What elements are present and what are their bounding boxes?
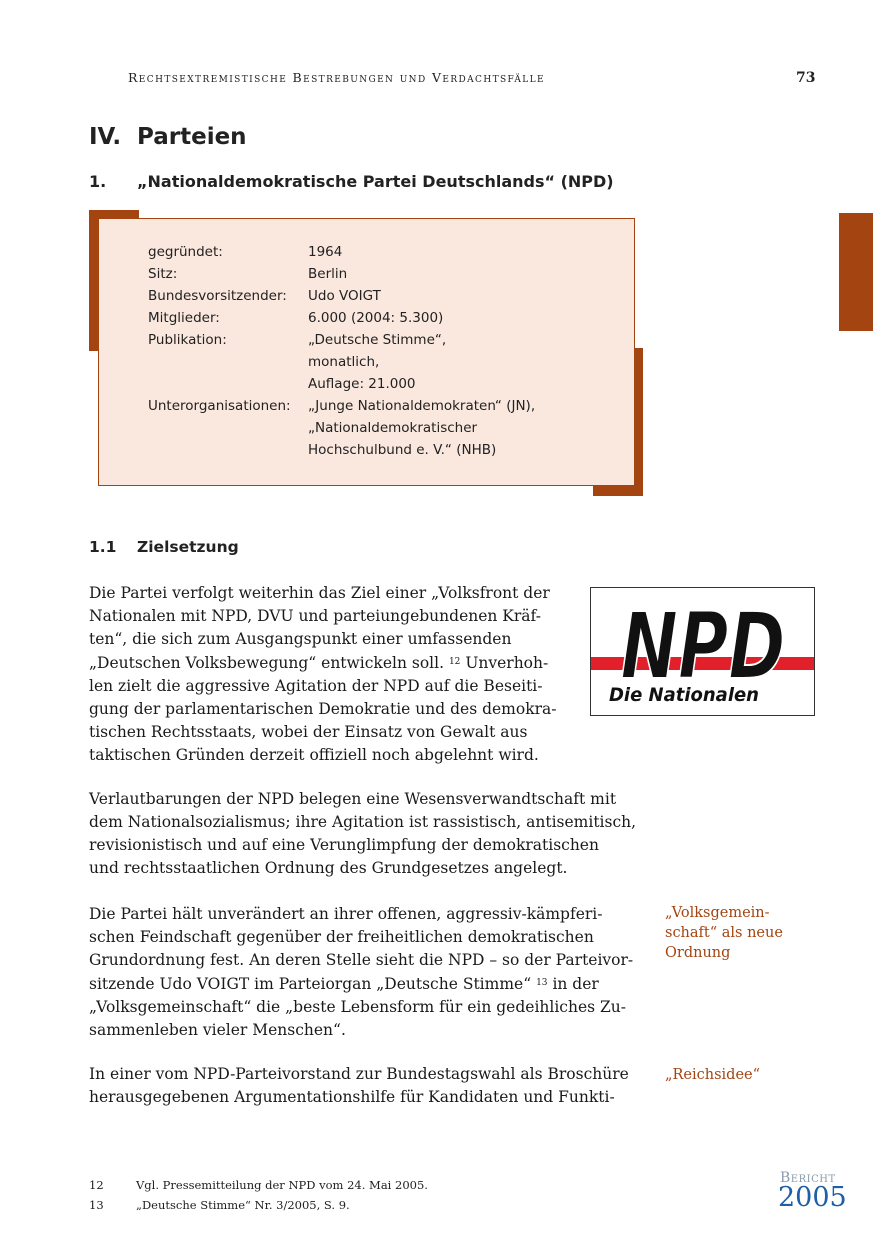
- text-fragment: „Deutschen Volksbewegung“ entwickeln soll.: [89, 654, 444, 672]
- section-number: 1.: [89, 172, 107, 191]
- footnote-number: 12: [89, 1178, 104, 1192]
- footnote-text: Vgl. Pressemitteilung der NPD vom 24. Mai 2005.: [136, 1178, 428, 1192]
- fact-value: „Junge Nationaldemokraten“ (JN),: [308, 398, 536, 414]
- section-title: „Nationaldemokratische Partei Deutschlands“ (NPD): [137, 172, 614, 191]
- fact-value: 6.000 (2004: 5.300): [308, 310, 444, 326]
- text-line: [89, 651, 556, 675]
- fact-row-suborganizations: [148, 395, 535, 461]
- fact-value: Hochschulbund e. V.“ (NHB): [308, 442, 497, 458]
- text-line: schen Feindschaft gegenüber der freiheitlichen demokratischen: [89, 928, 594, 946]
- party-fact-box: [98, 218, 635, 486]
- paragraph-2: [89, 788, 636, 880]
- logo-main-text: NPD: [620, 593, 786, 700]
- text-line: len zielt die aggressive Agitation der NPD auf die Beseiti-: [89, 677, 543, 695]
- chapter-title: Parteien: [137, 124, 247, 150]
- fact-row-seat: [148, 263, 535, 285]
- fact-label: Sitz:: [148, 266, 178, 282]
- fact-value: Auflage: 21.000: [308, 376, 416, 392]
- fact-value: Udo VOIGT: [308, 288, 381, 304]
- footnote-13: [89, 1195, 428, 1215]
- npd-logo-graphic: [591, 588, 814, 715]
- footnotes: [89, 1175, 428, 1215]
- fact-label: Unterorganisationen:: [148, 398, 291, 414]
- margin-note-volksgemeinschaft: [665, 903, 783, 963]
- paragraph-4: [89, 1063, 629, 1109]
- text-line: gung der parlamentarischen Demokratie und des demokra-: [89, 700, 557, 718]
- text-line: Grundordnung fest. An deren Stelle sieht die NPD – so der Parteivor-: [89, 951, 634, 969]
- text-line: taktischen Gründen derzeit offiziell noch abgelehnt wird.: [89, 746, 539, 764]
- fact-table: [148, 241, 535, 461]
- fact-value: „Deutsche Stimme“,: [308, 332, 447, 348]
- fact-value: 1964: [308, 244, 343, 260]
- footnote-ref-12[interactable]: 12: [448, 657, 461, 667]
- text-line: tischen Rechtsstaats, wobei der Einsatz von Gewalt aus: [89, 723, 528, 741]
- text-line: revisionistisch und auf eine Verunglimpfung der demokratischen: [89, 836, 599, 854]
- text-line: dem Nationalsozialismus; ihre Agitation ist rassistisch, antisemitisch,: [89, 813, 637, 831]
- text-line: Die Partei hält unverändert an ihrer offenen, aggressiv-kämpferi-: [89, 905, 603, 923]
- text-fragment: in der: [547, 975, 599, 993]
- margin-note-line: Ordnung: [665, 945, 731, 961]
- text-line: Die Partei verfolgt weiterhin das Ziel einer „Volksfront der: [89, 584, 550, 602]
- running-header: Rechtsextremistische Bestrebungen und Verdachtsfälle: [128, 70, 546, 85]
- text-fragment: Unverhoh-: [460, 654, 549, 672]
- margin-note-line: „Reichsidee“: [665, 1067, 761, 1083]
- text-line: sammenleben vieler Menschen“.: [89, 1021, 346, 1039]
- text-line: [89, 972, 633, 996]
- margin-note-line: „Volksgemein-: [665, 905, 770, 921]
- fact-value: monatlich,: [308, 354, 380, 370]
- chapter-side-tab: [839, 213, 873, 331]
- text-fragment: sitzende Udo VOIGT im Parteiorgan „Deutsche Stimme“: [89, 975, 532, 993]
- subsection-number: 1.1: [89, 538, 117, 556]
- paragraph-1: [89, 582, 556, 767]
- chapter-number: IV.: [89, 124, 122, 150]
- fact-label: gegründet:: [148, 244, 223, 260]
- fact-label: Mitglieder:: [148, 310, 220, 326]
- fact-row-members: [148, 307, 535, 329]
- fact-row-chairman: [148, 285, 535, 307]
- report-year: 2005: [778, 1182, 847, 1213]
- npd-logo-image: [590, 587, 815, 716]
- text-line: „Volksgemeinschaft“ die „beste Lebensform für ein gedeihliches Zu-: [89, 998, 627, 1016]
- fact-row-publication: [148, 329, 535, 395]
- fact-label: Bundesvorsitzender:: [148, 288, 287, 304]
- margin-note-reichsidee: [665, 1065, 760, 1085]
- text-line: Nationalen mit NPD, DVU und parteiungebundenen Kräf-: [89, 607, 541, 625]
- text-line: und rechtsstaatlichen Ordnung des Grundgesetzes angelegt.: [89, 859, 568, 877]
- text-line: herausgegebenen Argumentationshilfe für Kandidaten und Funkti-: [89, 1088, 615, 1106]
- text-line: Verlautbarungen der NPD belegen eine Wesensverwandtschaft mit: [89, 790, 617, 808]
- footnote-text: „Deutsche Stimme“ Nr. 3/2005, S. 9.: [136, 1198, 350, 1212]
- subsection-title: Zielsetzung: [137, 538, 239, 556]
- text-line: In einer vom NPD-Parteivorstand zur Bundestagswahl als Broschüre: [89, 1065, 629, 1083]
- fact-value: „Nationaldemokratischer: [308, 420, 478, 436]
- fact-label: Publikation:: [148, 332, 227, 348]
- footnote-number: 13: [89, 1198, 104, 1212]
- footnote-ref-13[interactable]: 13: [536, 978, 548, 988]
- page-number: 73: [796, 70, 816, 86]
- text-line: ten“, die sich zum Ausgangspunkt einer umfassenden: [89, 630, 512, 648]
- fact-row-founded: [148, 241, 535, 263]
- margin-note-line: schaft“ als neue: [665, 925, 783, 941]
- logo-sub-text: Die Nationalen: [609, 684, 759, 706]
- fact-value: Berlin: [308, 266, 348, 282]
- report-label: Bericht: [780, 1170, 836, 1186]
- footnote-12: [89, 1175, 428, 1195]
- paragraph-3: [89, 903, 633, 1042]
